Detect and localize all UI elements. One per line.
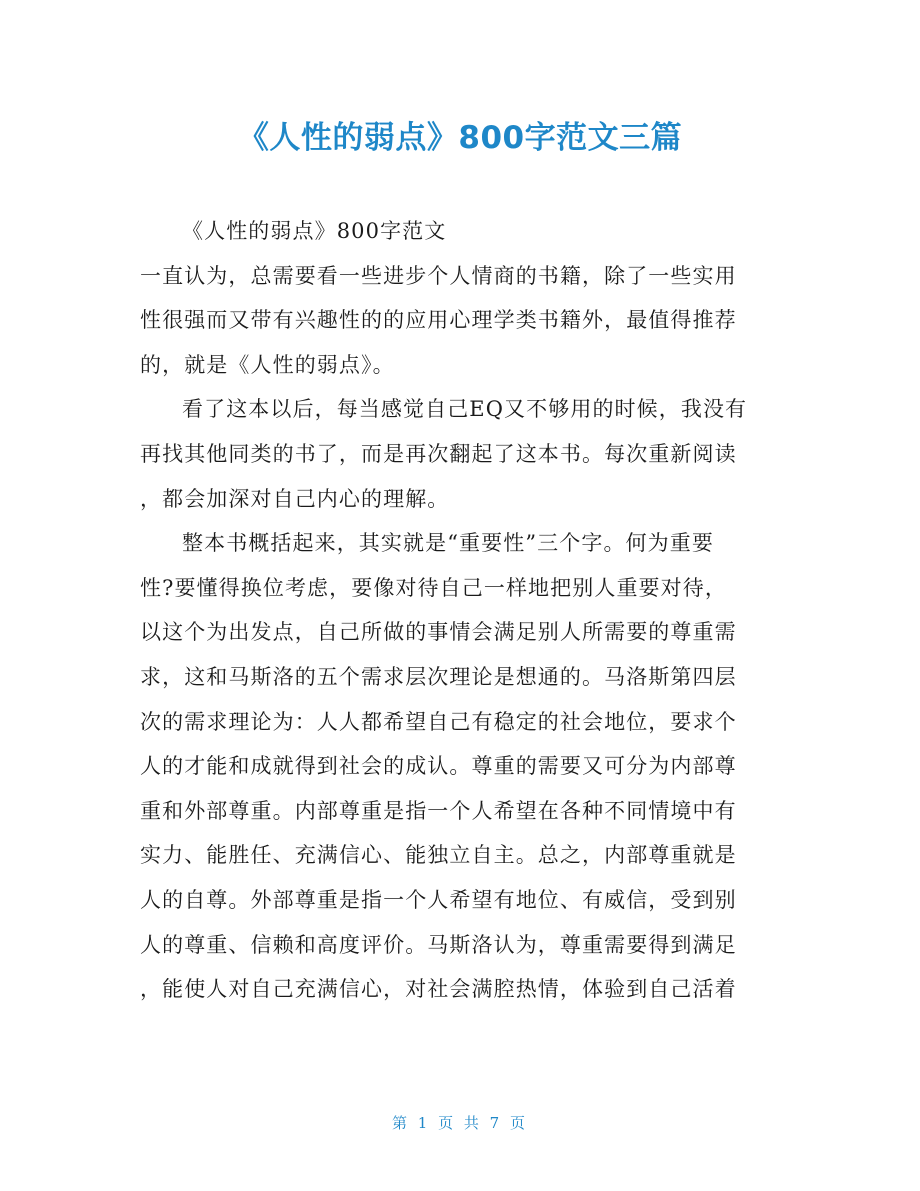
body-line: ，能使人对自己充满信心，对社会满腔热情，体验到自己活着 — [140, 977, 737, 1002]
document-title: 《人性的弱点》800字范文三篇 — [237, 120, 683, 156]
body-line: 实力、能胜任、充满信心、能独立自主。总之，内部尊重就是 — [140, 843, 737, 868]
body-line: 看了这本以后，每当感觉自己EQ又不够用的时候，我没有 — [182, 397, 748, 422]
body-line: 人的自尊。外部尊重是指一个人希望有地位、有威信，受到别 — [140, 887, 737, 912]
body-line: ，都会加深对自己内心的理解。 — [140, 486, 450, 511]
body-line: 《人性的弱点》800字范文 — [182, 219, 447, 243]
body-line: 以这个为出发点，自己所做的事情会满足别人所需要的尊重需 — [140, 620, 737, 645]
body-line: 一直认为，总需要看一些进步个人情商的书籍，除了一些实用 — [140, 263, 737, 288]
body-line: 再找其他同类的书了，而是再次翻起了这本书。每次重新阅读 — [140, 441, 737, 466]
body-line: 的，就是《人性的弱点》。 — [140, 352, 395, 377]
document-body — [140, 209, 785, 1012]
body-line: 性很强而又带有兴趣性的的应用心理学类书籍外，最值得推荐 — [140, 308, 737, 333]
page-number: 第 1 页 共 7 页 — [392, 1114, 528, 1132]
body-line: 性?要懂得换位考虑，要像对待自己一样地把别人重要对待， — [140, 575, 727, 600]
body-line: 次的需求理论为：人人都希望自己有稳定的社会地位，要求个 — [140, 709, 737, 734]
body-line: 人的尊重、信赖和高度评价。马斯洛认为，尊重需要得到满足 — [140, 932, 737, 957]
body-line: 人的才能和成就得到社会的成认。尊重的需要又可分为内部尊 — [140, 754, 737, 779]
body-line: 重和外部尊重。内部尊重是指一个人希望在各种不同情境中有 — [140, 798, 737, 823]
body-line: 整本书概括起来，其实就是“重要性”三个字。何为重要 — [182, 531, 714, 556]
body-line: 求，这和马斯洛的五个需求层次理论是想通的。马洛斯第四层 — [140, 664, 737, 689]
